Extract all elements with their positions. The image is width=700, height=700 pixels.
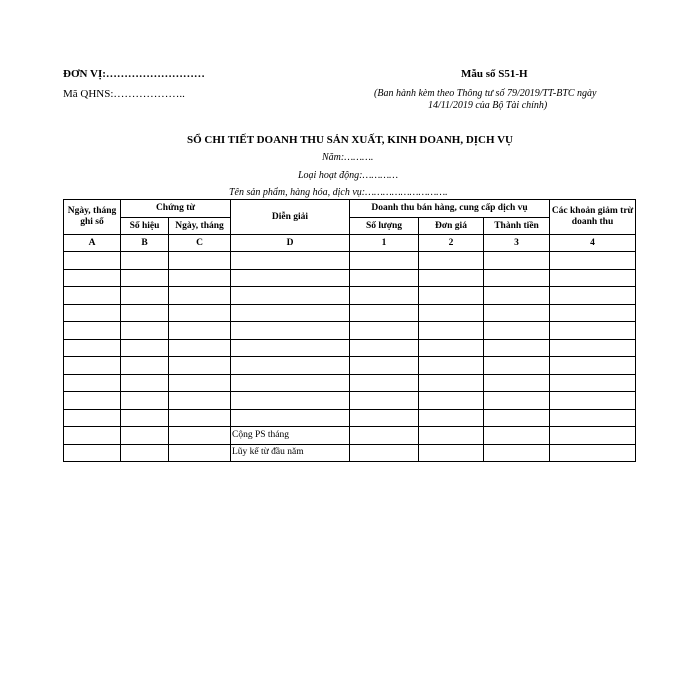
column-code: 4 — [550, 235, 636, 252]
issued-by-line1: (Ban hành kèm theo Thông tư số 79/2019/TT-BTC ngày — [374, 88, 597, 99]
table-row — [64, 269, 636, 287]
product-name-field: Tên sản phẩm, hàng hóa, dịch vụ:………………………. — [229, 187, 448, 198]
column-code: A — [64, 235, 121, 252]
unit-label: ĐƠN VỊ:……………………… — [63, 68, 205, 80]
ytd-label: Lũy kế từ đầu năm — [231, 444, 350, 462]
column-code-row — [64, 235, 636, 252]
issued-by-line2: 14/11/2019 của Bộ Tài chính) — [428, 100, 548, 111]
table-row — [64, 374, 636, 392]
table-row — [64, 409, 636, 427]
table-row — [64, 392, 636, 410]
year-field: Năm:………. — [322, 152, 374, 163]
page-title: SỔ CHI TIẾT DOANH THU SẢN XUẤT, KINH DOANH, DỊCH VỤ — [187, 134, 513, 146]
table-row — [64, 339, 636, 357]
column-code: 2 — [419, 235, 484, 252]
column-code: 3 — [484, 235, 550, 252]
col-header-quantity: Số lượng — [350, 218, 419, 235]
column-code: 1 — [350, 235, 419, 252]
column-code: B — [121, 235, 169, 252]
month-total-label: Cộng PS tháng — [231, 427, 350, 445]
month-total-row — [64, 427, 636, 445]
col-header-voucher: Chứng từ — [121, 200, 231, 218]
table-row — [64, 252, 636, 270]
table-row — [64, 322, 636, 340]
revenue-ledger-table — [63, 199, 636, 462]
activity-type-field: Loại hoạt động:………… — [298, 170, 399, 181]
col-header-description: Diễn giải — [231, 200, 350, 235]
col-header-voucher-date: Ngày, tháng — [169, 218, 231, 235]
col-header-date: Ngày, tháng ghi sổ — [64, 200, 121, 235]
col-header-amount: Thành tiền — [484, 218, 550, 235]
col-header-voucher-no: Số hiệu — [121, 218, 169, 235]
qhns-label: Mã QHNS:……………….. — [63, 88, 185, 100]
table-row — [64, 357, 636, 375]
col-header-unit-price: Đơn giá — [419, 218, 484, 235]
col-header-deductions: Các khoản giảm trừ doanh thu — [550, 200, 636, 235]
table-row — [64, 287, 636, 305]
column-code: D — [231, 235, 350, 252]
table-row — [64, 304, 636, 322]
column-code: C — [169, 235, 231, 252]
ytd-row — [64, 444, 636, 462]
col-header-revenue: Doanh thu bán hàng, cung cấp dịch vụ — [350, 200, 550, 218]
form-code: Mẫu số S51-H — [461, 68, 528, 80]
